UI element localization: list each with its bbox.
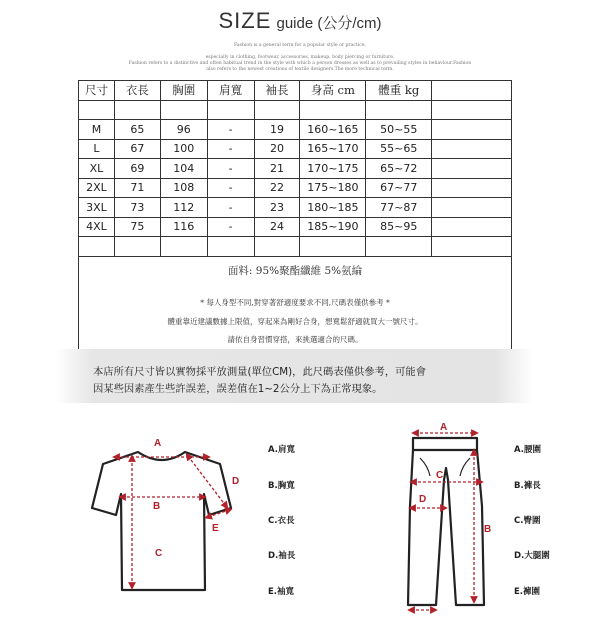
shirt-marker-c: C	[155, 548, 163, 559]
tshirt-outline	[92, 452, 231, 590]
table-cell: 2XL	[79, 179, 115, 199]
table-cell: 77~87	[366, 198, 432, 218]
table-cell: 50~55	[366, 120, 432, 140]
table-cell: -	[208, 218, 255, 238]
table-cell: 19	[255, 120, 301, 140]
tshirt-measure-lines	[116, 456, 229, 586]
table-cell: 170~175	[300, 159, 366, 179]
header-cell: 體重 kg	[366, 81, 432, 101]
table-cell: 3XL	[79, 198, 115, 218]
fine-print-3: Fashion refers to a distinctive and often habitual trend in the style with which a person dresses as well as to prevailing styles in behaviour.Fashion	[128, 61, 472, 66]
table-cell: 71	[115, 179, 161, 199]
table-cell: 175~180	[300, 179, 366, 199]
table-cell: 180~185	[300, 198, 366, 218]
shirt-legend-e: E.袖寬	[268, 587, 295, 597]
shirt-legend-c: C.衣長	[268, 516, 295, 526]
pants-legend-e: E.褲圍	[514, 587, 541, 597]
table-cell: 75	[115, 218, 161, 238]
header-cell: 胸圍	[161, 81, 208, 101]
shirt-marker-e: E	[212, 523, 219, 534]
header-cell: 身高 cm	[300, 81, 366, 101]
note-line-1: * 每人身型不同,對穿著舒適度要求不同,尺碼表僅供參考 *	[200, 297, 390, 307]
shirt-legend-b: B.胸寬	[268, 481, 295, 491]
disclaimer-line-1: 本店所有尺寸皆以實物採平放測量(單位CM)，此尺碼表僅供參考，可能會	[93, 366, 427, 378]
fabric-info: 面料: 95%聚酯纖維 5%氨綸	[227, 264, 363, 277]
header-cell: 肩寬	[208, 81, 255, 101]
table-cell: -	[208, 140, 255, 160]
table-cell: -	[208, 159, 255, 179]
table-cell: 65	[115, 120, 161, 140]
note-line-3: 請依自身習慣穿搭，來挑選適合的尺碼。	[227, 334, 363, 344]
table-cell: 21	[255, 159, 301, 179]
table-cell: 4XL	[79, 218, 115, 238]
table-cell: -	[208, 179, 255, 199]
fine-print-2: especially in clothing, footwear, accessories, makeup, body piercing or furniture.	[205, 55, 395, 60]
header-cell: 衣長	[115, 81, 161, 101]
table-cell: 67	[115, 140, 161, 160]
pants-marker-a: A	[440, 422, 448, 433]
table-cell: 185~190	[300, 218, 366, 238]
table-cell: 165~170	[300, 140, 366, 160]
fine-print-1: Fashion is a general term for a popular style or practice,	[233, 43, 367, 48]
shirt-marker-a: A	[154, 438, 162, 449]
table-cell: 22	[255, 179, 301, 199]
table-cell: 23	[255, 198, 301, 218]
header-cell: 袖長	[255, 81, 301, 101]
disclaimer-line-2: 因某些因素產生些許誤差，誤差值在1~2公分上下為正常現象。	[93, 383, 383, 395]
table-cell: 160~165	[300, 120, 366, 140]
note-line-2: 體重靠近建議數據上限值，穿起來為剛好合身，想寬鬆舒適就買大一號尺寸。	[167, 316, 423, 326]
table-cell: 96	[161, 120, 208, 140]
shirt-marker-d: D	[232, 476, 240, 487]
pants-marker-d: D	[419, 494, 427, 505]
table-cell: 69	[115, 159, 161, 179]
pants-legend-c: C.臀圍	[514, 516, 541, 526]
table-cell: L	[79, 140, 115, 160]
table-cell: 67~77	[366, 179, 432, 199]
pants-legend-a: A.腰圍	[514, 445, 541, 455]
shirt-legend-a: A.肩寬	[268, 445, 295, 455]
title-sub: guide (公分/cm)	[276, 15, 382, 32]
pants-legend-b: B.褲長	[514, 481, 541, 491]
table-cell: 116	[161, 218, 208, 238]
table-cell: 55~65	[366, 140, 432, 160]
table-cell: 104	[161, 159, 208, 179]
table-cell: 112	[161, 198, 208, 218]
pants-marker-b: B	[484, 524, 492, 535]
table-cell: 73	[115, 198, 161, 218]
pants-legend-d: D.大腿圍	[514, 551, 550, 561]
table-cell: 65~72	[366, 159, 432, 179]
header-cell: 尺寸	[79, 81, 115, 101]
table-cell: 20	[255, 140, 301, 160]
title-main: SIZE	[218, 8, 272, 33]
table-cell: 24	[255, 218, 301, 238]
shirt-legend-d: D.袖長	[268, 551, 296, 561]
shirt-marker-b: B	[153, 501, 161, 512]
table-cell: XL	[79, 159, 115, 179]
table-cell: M	[79, 120, 115, 140]
table-cell: 100	[161, 140, 208, 160]
pants-marker-c: C	[436, 470, 444, 481]
pants-outline	[408, 438, 484, 605]
table-cell: -	[208, 198, 255, 218]
fine-print-4: also refers to the newest creations of textile designers.The more technical term.	[206, 67, 394, 72]
table-cell: -	[208, 120, 255, 140]
table-cell: 85~95	[366, 218, 432, 238]
table-cell: 108	[161, 179, 208, 199]
